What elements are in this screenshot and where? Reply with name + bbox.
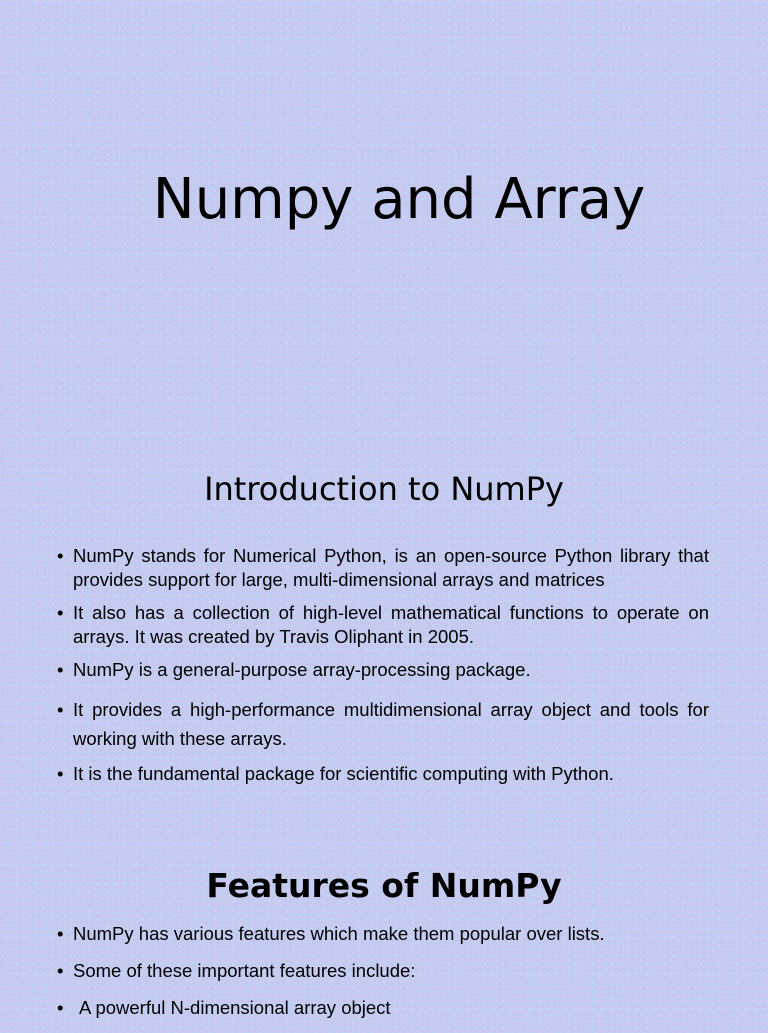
intro-title: Introduction to NumPy [204, 470, 564, 508]
intro-slide [0, 470, 768, 795]
list-item: • It provides a high-performance multidimensional array object and tools for working with these arrays. [73, 695, 709, 753]
list-item: • NumPy is a general-purpose array-processing package. [73, 658, 709, 682]
main-title: Numpy and Array [152, 167, 646, 232]
intro-bullet-list [0, 544, 768, 786]
features-title: Features of NumPy [206, 866, 562, 905]
list-item: • It also has a collection of high-level mathematical functions to operate on arrays. It was created by Travis Oliphant in 2005. [73, 601, 709, 649]
list-item: • Some of these important features include: [73, 959, 709, 983]
list-item: • NumPy stands for Numerical Python, is an open-source Python library that provides support for large, multi-dimensional arrays and matrices [73, 544, 709, 592]
list-item: • A powerful N-dimensional array object [73, 996, 709, 1020]
list-item: • NumPy has various features which make them popular over lists. [73, 922, 709, 946]
title-slide [0, 0, 768, 430]
list-item: • It is the fundamental package for scientific computing with Python. [73, 762, 709, 786]
features-bullet-list [0, 922, 768, 1033]
